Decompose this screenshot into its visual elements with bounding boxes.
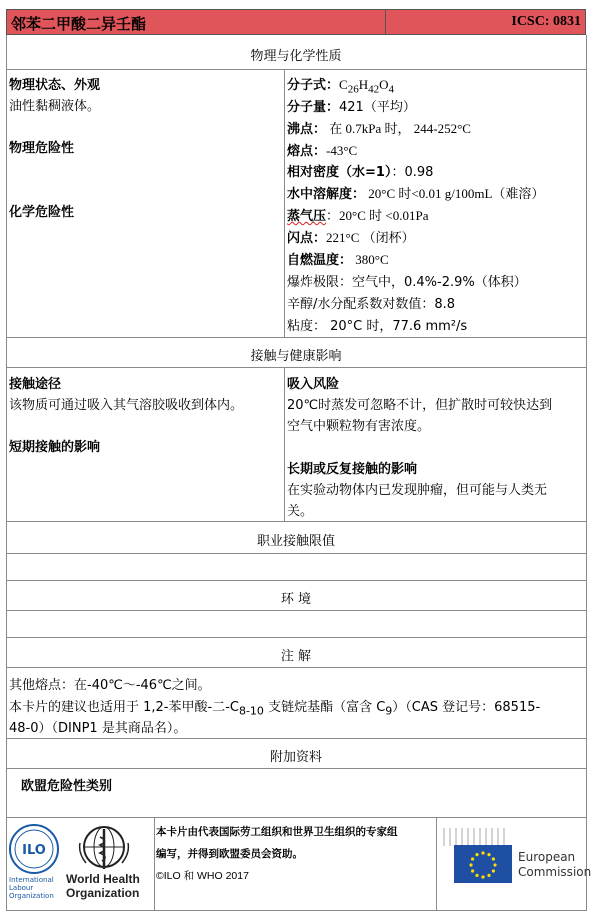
rule <box>6 667 587 668</box>
solubility-value: 20°C 时<0.01 g/100mL（难溶） <box>365 186 545 201</box>
water-solubility <box>287 183 544 202</box>
formula-label: 分子式： <box>287 78 340 93</box>
table-left-border <box>6 35 7 818</box>
long-term-line2: 关。 <box>287 504 314 519</box>
long-term-label: 长期或反复接触的影响 <box>287 462 418 477</box>
footer-line1: 本卡片由代表国际劳工组织和世界卫生组织的专家组 <box>156 826 398 838</box>
density-label: 相对密度（水=1） <box>287 165 392 180</box>
eu-classification-label: 欧盟危险性类别 <box>21 779 113 794</box>
column-divider <box>284 367 285 521</box>
who-logo-icon <box>76 823 132 871</box>
flash-value: 221°C （闭杯） <box>326 230 415 245</box>
physical-hazard-label: 物理危险性 <box>9 141 75 156</box>
density-value: ：0.98 <box>391 165 434 180</box>
footer-line2: 编写，并得到欧盟委员会资助。 <box>156 848 303 860</box>
melting-point <box>287 140 357 159</box>
mw-label: 分子量： <box>287 100 340 115</box>
physical-state-value: 油性黏稠液体。 <box>9 99 101 114</box>
formula-h: H <box>358 77 369 92</box>
short-term-label: 短期接触的影响 <box>9 440 101 455</box>
notes-line2-part3: ）（CAS 登记号：68515- <box>392 700 541 715</box>
rule <box>6 580 587 581</box>
flash-label: 闪点： <box>287 231 327 246</box>
notes-line2-sub2: 9 <box>385 704 393 718</box>
ilo-mark: ILO <box>22 843 46 858</box>
eu-flag-icon <box>454 845 512 883</box>
molecular-formula <box>287 74 394 96</box>
inhalation-risk-line2: 空气中颗粒物有害浓度。 <box>287 419 431 434</box>
vapour-pressure <box>287 205 428 224</box>
rule <box>6 768 587 769</box>
formula-c: C <box>339 77 348 92</box>
relative-density <box>287 161 433 180</box>
explosive-limits: 爆炸极限：空气中，0.4%-2.9%（体积） <box>287 275 527 290</box>
rule <box>6 610 587 611</box>
section-title-additional: 附加资料 <box>269 750 322 765</box>
viscosity: 粘度： 20°C 时，77.6 mm²/s <box>287 319 468 334</box>
ec-building-icon <box>440 826 510 846</box>
autoignition-temp <box>287 249 389 268</box>
who-caption-2: Organization <box>66 886 140 900</box>
footer-divider <box>154 817 155 911</box>
ilo-caption-2: Labour <box>9 884 34 892</box>
rule <box>6 553 587 554</box>
vp-value: ：20°C 时 <0.01Pa <box>326 208 429 223</box>
octanol-water: 辛醇/水分配系数对数值：8.8 <box>287 297 456 312</box>
notes-line1: 其他熔点：在-40℃～-46℃之间。 <box>9 678 211 693</box>
molecular-weight <box>287 96 416 115</box>
long-term-line1: 在实验动物体内已发现肿瘤，但可能与人类无 <box>287 483 548 498</box>
chemical-name: 邻苯二甲酸二异壬酯 <box>11 15 147 33</box>
ilo-caption <box>9 876 54 900</box>
solubility-label: 水中溶解度： <box>287 187 366 202</box>
footer-divider <box>436 817 437 911</box>
vp-label: 蒸气压 <box>287 209 327 224</box>
rule <box>6 521 587 522</box>
flash-point <box>287 227 415 246</box>
notes-line3: 48-0）（DINP1 是其商品名）。 <box>9 721 187 736</box>
table-right-border <box>586 35 587 818</box>
card-header <box>6 9 586 35</box>
section-title-physical: 物理与化学性质 <box>250 49 342 64</box>
route-label: 接触途径 <box>9 377 62 392</box>
mw-value: 421（平均） <box>339 100 416 115</box>
bp-value: 在 0.7kPa 时， 244-252°C <box>326 121 471 136</box>
autoign-value: 380°C <box>352 252 389 267</box>
footer-copyright: ©ILO 和 WHO 2017 <box>156 870 249 882</box>
icsc-code: ICSC: 0831 <box>511 14 581 29</box>
formula-o-sub: 4 <box>388 83 394 96</box>
section-title-exposure: 接触与健康影响 <box>250 349 342 364</box>
inhalation-risk-line1: 20℃时蒸发可忽略不计，但扩散时可较快达到 <box>287 398 553 413</box>
rule <box>6 337 587 338</box>
rule <box>6 637 587 638</box>
header-divider <box>385 10 386 34</box>
formula-c-sub: 26 <box>347 83 359 96</box>
section-title-oel: 职业接触限值 <box>256 534 335 549</box>
rule <box>6 738 587 739</box>
ec-caption <box>518 850 591 880</box>
who-caption-1: World Health <box>66 872 140 886</box>
formula-h-sub: 42 <box>368 83 380 96</box>
section-title-environment: 环 境 <box>280 592 312 607</box>
column-divider <box>284 69 285 337</box>
section-title-notes: 注 解 <box>280 649 312 664</box>
ilo-caption-1: International <box>9 876 54 884</box>
autoign-label: 自燃温度： <box>287 253 353 268</box>
ilo-caption-3: Organization <box>9 892 54 900</box>
rule <box>6 367 587 368</box>
mp-value: -43°C <box>326 143 358 158</box>
physical-state-label: 物理状态、外观 <box>9 78 101 93</box>
mp-label: 熔点： <box>287 144 327 159</box>
notes-line2-part2: 支链烷基酯（富含 C <box>263 700 386 715</box>
ilo-logo-icon <box>8 823 60 875</box>
who-caption <box>66 872 140 900</box>
notes-line2-part1: 本卡片的建议也适用于 1,2-苯甲酸-二-C <box>9 700 239 715</box>
ec-caption-2: Commission <box>518 865 592 879</box>
formula-o: O <box>379 77 389 92</box>
footer-credits <box>156 821 398 887</box>
notes-line2-sub1: 8-10 <box>238 704 264 718</box>
notes-line2 <box>9 696 540 718</box>
bp-label: 沸点： <box>287 122 327 137</box>
rule <box>6 69 587 70</box>
chemical-hazard-label: 化学危险性 <box>9 205 75 220</box>
boiling-point <box>287 118 471 137</box>
ec-caption-1: European <box>518 850 576 864</box>
inhalation-risk-label: 吸入风险 <box>287 377 340 392</box>
route-value: 该物质可通过吸入其气溶胶吸收到体内。 <box>9 398 244 413</box>
